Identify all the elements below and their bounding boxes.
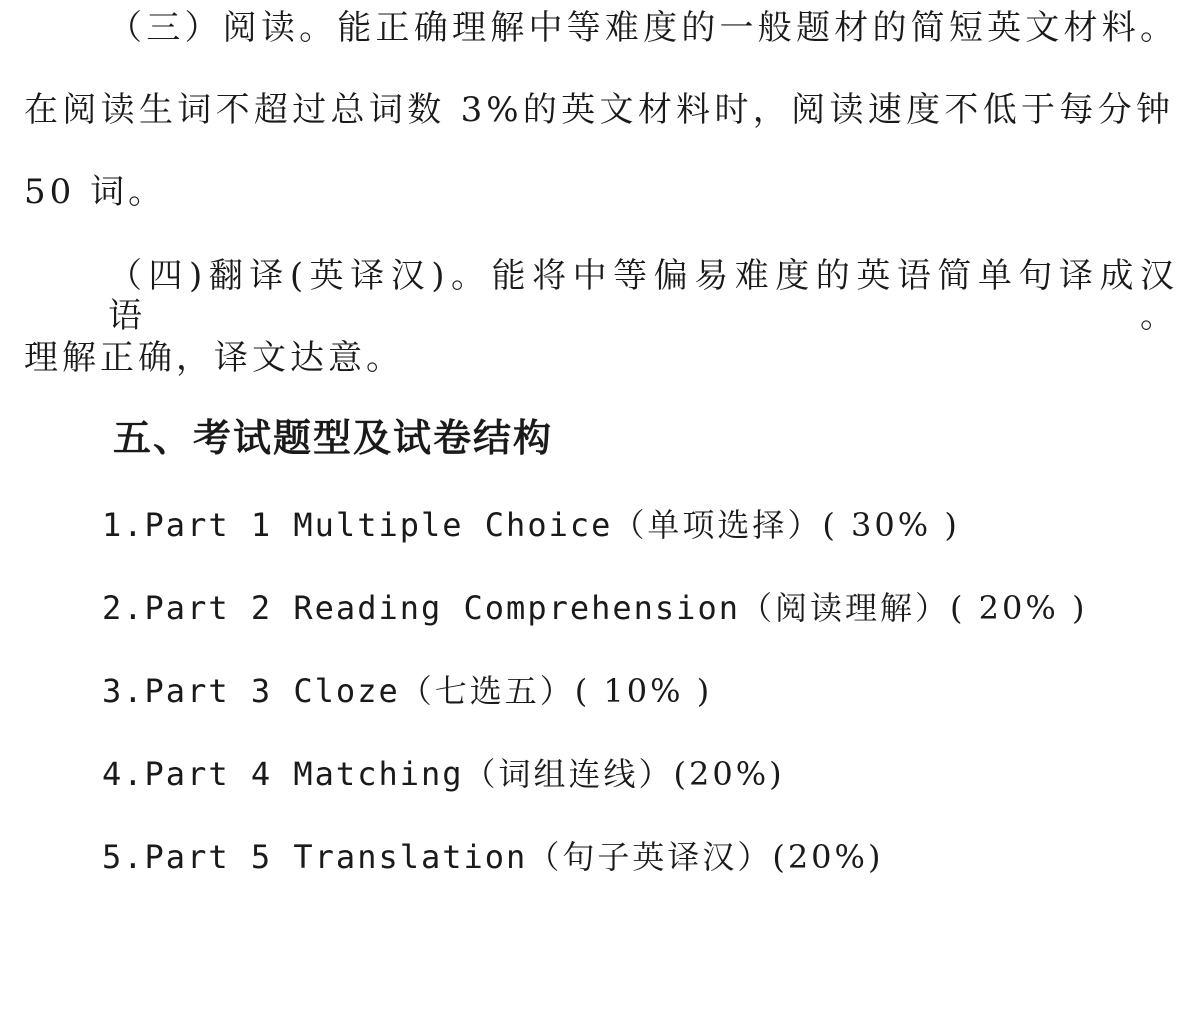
exam-part-number: 4.	[102, 755, 145, 793]
exam-part-name: Part 1 Multiple Choice	[144, 506, 613, 544]
reading-paragraph-text-2: 在阅读生词不超过总词数 3%的英文材料时，阅读速度不低于每分钟	[24, 90, 1174, 130]
reading-paragraph-line-1	[108, 8, 1178, 48]
reading-paragraph-line-2	[24, 90, 1174, 130]
exam-part-percent: ( 20% )	[949, 589, 1088, 627]
exam-part-number: 1.	[102, 506, 145, 544]
exam-part-chinese: （单项选择）	[612, 506, 823, 544]
translation-paragraph-text-2: 理解正确，译文达意。	[24, 338, 404, 378]
section-heading: 五、考试题型及试卷结构	[113, 416, 554, 460]
exam-part-name: Part 4 Matching	[144, 755, 464, 793]
exam-part-percent: (20%)	[673, 755, 785, 793]
exam-part-name: Part 2 Reading Comprehension	[144, 589, 740, 627]
exam-part-item	[102, 837, 883, 877]
reading-paragraph-text-1: （三）阅读。能正确理解中等难度的一般题材的简短英文材料。	[108, 8, 1178, 48]
exam-part-chinese: （阅读理解）	[739, 589, 950, 627]
translation-paragraph-text-1: （四)翻译(英译汉)。能将中等偏易难度的英语简单句译成汉语。	[108, 256, 1178, 336]
exam-part-percent: ( 10% )	[574, 672, 713, 710]
exam-part-item	[102, 754, 785, 794]
exam-part-number: 5.	[102, 838, 145, 876]
reading-paragraph-line-3	[24, 172, 166, 212]
exam-part-name: Part 3 Cloze	[144, 672, 400, 710]
exam-part-item	[102, 588, 1087, 628]
exam-part-percent: (20%)	[772, 838, 884, 876]
reading-paragraph-text-3: 50 词。	[24, 172, 167, 212]
exam-part-number: 3.	[102, 672, 145, 710]
exam-part-chinese: （七选五）	[399, 672, 575, 710]
exam-part-item	[102, 671, 712, 711]
exam-part-chinese: （词组连线）	[463, 755, 674, 793]
translation-paragraph-line-2	[24, 338, 404, 378]
exam-part-percent: ( 30% )	[822, 506, 960, 544]
exam-part-chinese: （句子英译汉）	[527, 838, 773, 876]
exam-part-number: 2.	[102, 589, 145, 627]
exam-part-item	[102, 505, 960, 545]
translation-paragraph-line-1	[108, 256, 1178, 336]
exam-part-name: Part 5 Translation	[144, 838, 528, 876]
